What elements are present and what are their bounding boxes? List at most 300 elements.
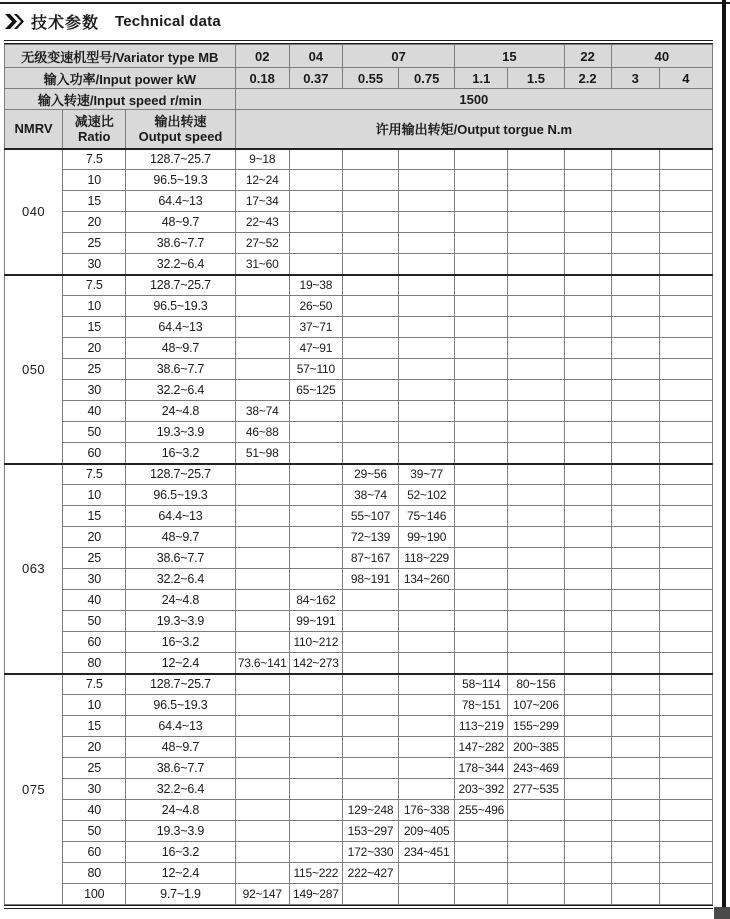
ratio-label-zh: 减速比 [74, 113, 114, 129]
torque-cell [235, 464, 289, 485]
torque-cell: 52~102 [399, 485, 455, 506]
torque-cell [455, 821, 508, 842]
torque-cell [455, 548, 508, 569]
torque-cell: 73.6~141 [235, 653, 289, 674]
output-speed-cell: 32.2~6.4 [126, 380, 235, 401]
torque-cell [564, 212, 611, 233]
torque-cell [235, 485, 289, 506]
torque-cell [235, 338, 289, 359]
torque-cell [342, 359, 398, 380]
torque-cell [399, 758, 455, 779]
table-row [5, 863, 713, 884]
torque-cell [659, 506, 712, 527]
torque-cell [659, 233, 712, 254]
torque-cell: 243~469 [508, 758, 564, 779]
power-value: 3 [611, 68, 659, 89]
output-speed-cell: 24~4.8 [126, 401, 235, 422]
table-row [5, 359, 713, 380]
torque-cell [659, 317, 712, 338]
ratio-cell: 7.5 [63, 674, 126, 695]
torque-cell: 12~24 [235, 170, 289, 191]
table-row [5, 779, 713, 800]
torque-cell [659, 485, 712, 506]
ratio-cell: 7.5 [63, 275, 126, 296]
torque-cell [508, 275, 564, 296]
torque-cell [235, 779, 289, 800]
torque-cell [399, 359, 455, 380]
torque-cell [508, 380, 564, 401]
torque-cell [508, 821, 564, 842]
torque-cell [342, 653, 398, 674]
ratio-cell: 30 [63, 254, 126, 275]
output-speed-cell: 32.2~6.4 [126, 569, 235, 590]
table-row [5, 590, 713, 611]
output-speed-label-en: Output speed [138, 128, 223, 144]
torque-cell [342, 338, 398, 359]
torque-cell: 75~146 [399, 506, 455, 527]
torque-cell [235, 611, 289, 632]
torque-cell [399, 191, 455, 212]
torque-cell [342, 296, 398, 317]
torque-cell [508, 317, 564, 338]
torque-cell [611, 758, 659, 779]
torque-cell: 58~114 [455, 674, 508, 695]
ratio-cell: 20 [63, 338, 126, 359]
torque-cell [564, 758, 611, 779]
torque-cell: 87~167 [342, 548, 398, 569]
input-speed-value: 1500 [235, 89, 712, 110]
table-row [5, 653, 713, 674]
torque-cell [564, 800, 611, 821]
torque-cell: 129~248 [342, 800, 398, 821]
torque-cell [235, 800, 289, 821]
torque-cell [235, 716, 289, 737]
torque-cell: 80~156 [508, 674, 564, 695]
ratio-cell: 20 [63, 212, 126, 233]
torque-cell [508, 506, 564, 527]
torque-cell [611, 842, 659, 863]
page-corner-block [714, 907, 730, 919]
torque-cell [659, 716, 712, 737]
torque-cell [508, 527, 564, 548]
ratio-cell: 60 [63, 443, 126, 464]
ratio-cell: 40 [63, 800, 126, 821]
torque-cell [455, 632, 508, 653]
torque-cell [342, 779, 398, 800]
torque-cell [342, 380, 398, 401]
ratio-cell: 60 [63, 632, 126, 653]
input-speed-label: 输入转速/Input speed r/min [5, 89, 236, 110]
torque-cell [399, 338, 455, 359]
torque-cell [289, 506, 342, 527]
torque-cell [235, 548, 289, 569]
output-speed-cell: 12~2.4 [126, 653, 235, 674]
torque-cell [564, 464, 611, 485]
torque-cell [564, 674, 611, 695]
torque-cell [399, 296, 455, 317]
torque-cell: 39~77 [399, 464, 455, 485]
torque-cell [235, 842, 289, 863]
torque-cell [659, 569, 712, 590]
torque-cell [235, 275, 289, 296]
table-row [5, 674, 713, 695]
torque-cell [508, 569, 564, 590]
torque-cell [455, 191, 508, 212]
torque-cell [611, 674, 659, 695]
table-row [5, 275, 713, 296]
output-speed-cell: 64.4~13 [126, 716, 235, 737]
torque-cell [342, 422, 398, 443]
power-value: 0.75 [399, 68, 455, 89]
torque-cell [289, 254, 342, 275]
table-row [5, 632, 713, 653]
output-speed-cell: 16~3.2 [126, 443, 235, 464]
power-value: 0.55 [342, 68, 398, 89]
torque-cell [659, 170, 712, 191]
torque-cell [564, 506, 611, 527]
torque-cell [611, 485, 659, 506]
torque-cell [342, 758, 398, 779]
torque-cell [611, 443, 659, 464]
torque-cell [508, 401, 564, 422]
torque-cell [611, 401, 659, 422]
power-value: 0.18 [235, 68, 289, 89]
torque-cell [564, 821, 611, 842]
table-row [5, 380, 713, 401]
torque-cell [235, 758, 289, 779]
torque-cell [611, 800, 659, 821]
torque-cell [659, 527, 712, 548]
torque-cell [455, 212, 508, 233]
torque-cell [455, 401, 508, 422]
output-speed-cell: 48~9.7 [126, 527, 235, 548]
torque-cell [455, 569, 508, 590]
torque-cell [235, 737, 289, 758]
torque-cell [289, 233, 342, 254]
table-row [5, 191, 713, 212]
torque-cell: 72~139 [342, 527, 398, 548]
output-speed-cell: 128.7~25.7 [126, 674, 235, 695]
torque-cell [399, 422, 455, 443]
torque-cell [564, 569, 611, 590]
torque-cell [289, 758, 342, 779]
torque-cell [659, 653, 712, 674]
model-cell: 063 [5, 464, 63, 674]
torque-cell [659, 863, 712, 884]
output-speed-cell: 38.6~7.7 [126, 548, 235, 569]
torque-cell [342, 212, 398, 233]
table-row [5, 611, 713, 632]
output-speed-cell: 48~9.7 [126, 212, 235, 233]
output-speed-cell: 16~3.2 [126, 632, 235, 653]
torque-cell [564, 317, 611, 338]
torque-cell [611, 779, 659, 800]
table-row [5, 758, 713, 779]
torque-cell [508, 464, 564, 485]
power-value: 1.1 [455, 68, 508, 89]
ratio-cell: 15 [63, 506, 126, 527]
technical-data-table-frame [4, 40, 713, 909]
torque-cell [659, 611, 712, 632]
torque-cell [289, 548, 342, 569]
table-row [5, 842, 713, 863]
torque-cell [455, 485, 508, 506]
ratio-cell: 20 [63, 737, 126, 758]
torque-cell [564, 191, 611, 212]
variator-type-07: 07 [342, 45, 454, 68]
torque-cell [399, 212, 455, 233]
torque-cell [659, 443, 712, 464]
torque-cell [611, 527, 659, 548]
torque-cell: 209~405 [399, 821, 455, 842]
torque-cell [235, 695, 289, 716]
torque-cell [659, 632, 712, 653]
torque-cell [508, 443, 564, 464]
output-speed-label-zh: 输出转速 [154, 113, 207, 129]
double-chevron-right-icon [5, 14, 25, 29]
torque-cell: 134~260 [399, 569, 455, 590]
ratio-cell: 10 [63, 170, 126, 191]
torque-cell [564, 611, 611, 632]
torque-cell [235, 317, 289, 338]
torque-cell: 47~91 [289, 338, 342, 359]
torque-cell [611, 590, 659, 611]
torque-cell [342, 611, 398, 632]
torque-cell [508, 296, 564, 317]
torque-cell [289, 422, 342, 443]
torque-cell [399, 884, 455, 905]
table-row [5, 212, 713, 233]
torque-cell [508, 191, 564, 212]
power-value: 0.37 [289, 68, 342, 89]
torque-cell [611, 569, 659, 590]
torque-cell [455, 590, 508, 611]
torque-cell [455, 884, 508, 905]
torque-cell [399, 863, 455, 884]
table-row [5, 884, 713, 905]
ratio-cell: 80 [63, 863, 126, 884]
torque-cell [659, 842, 712, 863]
header-row-variator-type [5, 45, 713, 68]
output-speed-cell: 38.6~7.7 [126, 758, 235, 779]
torque-cell [235, 590, 289, 611]
section-title [5, 10, 221, 32]
torque-cell: 46~88 [235, 422, 289, 443]
torque-cell [235, 506, 289, 527]
torque-cell [611, 653, 659, 674]
ratio-cell: 25 [63, 233, 126, 254]
torque-cell [455, 275, 508, 296]
torque-cell [659, 548, 712, 569]
torque-cell [611, 548, 659, 569]
torque-cell [455, 506, 508, 527]
table-row [5, 170, 713, 191]
output-speed-cell: 9.7~1.9 [126, 884, 235, 905]
output-speed-cell: 128.7~25.7 [126, 275, 235, 296]
torque-cell [399, 779, 455, 800]
ratio-cell: 40 [63, 401, 126, 422]
torque-cell [611, 695, 659, 716]
torque-cell [508, 254, 564, 275]
torque-cell [455, 380, 508, 401]
torque-cell [342, 275, 398, 296]
torque-cell: 22~43 [235, 212, 289, 233]
output-speed-cell: 16~3.2 [126, 842, 235, 863]
col-header-ratio [63, 110, 126, 149]
torque-cell [564, 443, 611, 464]
torque-cell [508, 884, 564, 905]
torque-cell [659, 674, 712, 695]
torque-cell [611, 821, 659, 842]
torque-cell [399, 233, 455, 254]
ratio-cell: 10 [63, 296, 126, 317]
table-row [5, 254, 713, 275]
torque-cell [508, 422, 564, 443]
torque-cell [564, 527, 611, 548]
table-row [5, 695, 713, 716]
torque-cell [508, 212, 564, 233]
torque-cell [399, 254, 455, 275]
output-speed-cell: 19.3~3.9 [126, 821, 235, 842]
torque-cell [564, 485, 611, 506]
torque-cell: 153~297 [342, 821, 398, 842]
header-row-columns [5, 110, 713, 149]
torque-cell: 149~287 [289, 884, 342, 905]
table-row [5, 401, 713, 422]
ratio-cell: 50 [63, 422, 126, 443]
table-row [5, 149, 713, 170]
torque-cell [508, 653, 564, 674]
output-speed-cell: 19.3~3.9 [126, 611, 235, 632]
torque-cell [659, 800, 712, 821]
table-row [5, 296, 713, 317]
power-value: 1.5 [508, 68, 564, 89]
output-speed-cell: 48~9.7 [126, 737, 235, 758]
ratio-cell: 7.5 [63, 464, 126, 485]
model-cell: 050 [5, 275, 63, 464]
output-speed-cell: 38.6~7.7 [126, 233, 235, 254]
torque-cell [564, 359, 611, 380]
torque-cell [399, 716, 455, 737]
torque-cell [342, 233, 398, 254]
col-header-output-speed [126, 110, 235, 149]
torque-cell [564, 737, 611, 758]
torque-cell: 29~56 [342, 464, 398, 485]
torque-cell [289, 737, 342, 758]
table-body [5, 149, 713, 905]
torque-cell [455, 464, 508, 485]
torque-cell: 178~344 [455, 758, 508, 779]
torque-cell [611, 254, 659, 275]
torque-cell [564, 149, 611, 170]
torque-cell [342, 884, 398, 905]
variator-type-22: 22 [564, 45, 611, 68]
ratio-label-en: Ratio [77, 128, 111, 144]
table-row [5, 569, 713, 590]
output-speed-cell: 32.2~6.4 [126, 779, 235, 800]
output-speed-cell: 12~2.4 [126, 863, 235, 884]
torque-cell [564, 422, 611, 443]
torque-cell [399, 170, 455, 191]
torque-cell [342, 149, 398, 170]
torque-cell [455, 338, 508, 359]
header-row-input-speed [5, 89, 713, 110]
table-row [5, 527, 713, 548]
torque-cell [659, 296, 712, 317]
page-title-en: Technical data [115, 12, 221, 30]
torque-cell [289, 695, 342, 716]
torque-cell: 99~190 [399, 527, 455, 548]
torque-cell: 110~212 [289, 632, 342, 653]
torque-cell [508, 548, 564, 569]
torque-cell [611, 233, 659, 254]
torque-cell [342, 632, 398, 653]
output-speed-cell: 96.5~19.3 [126, 296, 235, 317]
table-row [5, 548, 713, 569]
torque-cell: 38~74 [235, 401, 289, 422]
ratio-cell: 15 [63, 191, 126, 212]
torque-cell [564, 590, 611, 611]
torque-cell [289, 674, 342, 695]
torque-cell [342, 716, 398, 737]
torque-cell: 113~219 [455, 716, 508, 737]
torque-cell [508, 149, 564, 170]
torque-cell [235, 863, 289, 884]
torque-cell: 19~38 [289, 275, 342, 296]
torque-cell [564, 779, 611, 800]
torque-cell [342, 170, 398, 191]
ratio-cell: 80 [63, 653, 126, 674]
technical-data-table [4, 44, 713, 905]
page-right-rule [722, 0, 726, 919]
torque-cell [659, 695, 712, 716]
torque-cell [564, 632, 611, 653]
torque-cell [455, 527, 508, 548]
torque-cell [564, 170, 611, 191]
torque-cell [455, 296, 508, 317]
torque-cell [564, 842, 611, 863]
torque-cell [564, 863, 611, 884]
torque-cell [611, 737, 659, 758]
torque-cell [659, 422, 712, 443]
torque-cell: 55~107 [342, 506, 398, 527]
ratio-cell: 40 [63, 590, 126, 611]
torque-cell: 9~18 [235, 149, 289, 170]
table-row [5, 233, 713, 254]
table-row [5, 338, 713, 359]
torque-cell [289, 716, 342, 737]
torque-cell [508, 863, 564, 884]
output-speed-cell: 128.7~25.7 [126, 464, 235, 485]
input-power-label: 输入功率/Input power kW [5, 68, 236, 89]
power-value: 4 [659, 68, 712, 89]
torque-cell [455, 842, 508, 863]
model-cell: 075 [5, 674, 63, 905]
torque-cell [399, 317, 455, 338]
torque-cell [235, 821, 289, 842]
col-header-output-torque: 许用输出转矩/Output torgue N.m [235, 110, 712, 149]
torque-cell [289, 443, 342, 464]
torque-cell [289, 401, 342, 422]
torque-cell: 84~162 [289, 590, 342, 611]
page-title-zh: 技术参数 [31, 14, 100, 32]
torque-cell [289, 779, 342, 800]
ratio-cell: 10 [63, 485, 126, 506]
torque-cell [611, 464, 659, 485]
torque-cell [342, 317, 398, 338]
torque-cell [659, 884, 712, 905]
torque-cell [289, 485, 342, 506]
